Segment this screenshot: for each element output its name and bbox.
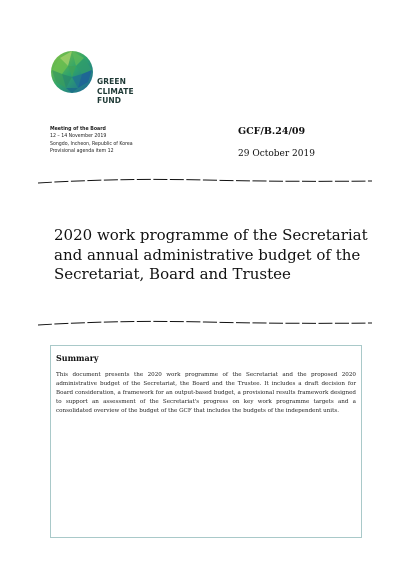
logo-wordmark [97, 77, 134, 106]
summary-box [50, 345, 362, 538]
meeting-title: Meeting of the Board [50, 126, 106, 132]
document-code: GCF/B.24/09 [238, 126, 306, 137]
bottom-divider [38, 320, 372, 328]
summary-text: This document presents the 2020 work programme of the Secretariat and the proposed 2020 administrative budget of the Secretariat, the Board and the Trustee. It includes a draft decision for Board consideration, a framework for an output-based budget, a provisional results framework designed to support an assessment of the Secretariat's progress on key work programme targets and a consolidated overview of the budget of the GCF that includes the budgets of the independent units. [56, 372, 356, 414]
gcf-logo [50, 50, 150, 110]
top-divider [38, 178, 372, 186]
meeting-location: Songdo, Incheon, Republic of Korea [50, 140, 133, 147]
globe-icon [50, 50, 94, 94]
document-date: 29 October 2019 [238, 149, 315, 159]
meeting-agenda: Provisional agenda item 12 [50, 148, 114, 155]
meeting-info [50, 126, 133, 156]
logo-line-climate: CLIMATE [97, 86, 134, 96]
page-title: 2020 work programme of the Secretariat and annual administrative budget of the Secretariat, Board and Trustee [54, 226, 368, 283]
meeting-dates: 12 – 14 November 2019 [50, 133, 107, 140]
summary-heading: Summary [56, 353, 99, 363]
logo-line-green: GREEN [97, 77, 126, 86]
logo-line-fund: FUND [97, 96, 122, 105]
